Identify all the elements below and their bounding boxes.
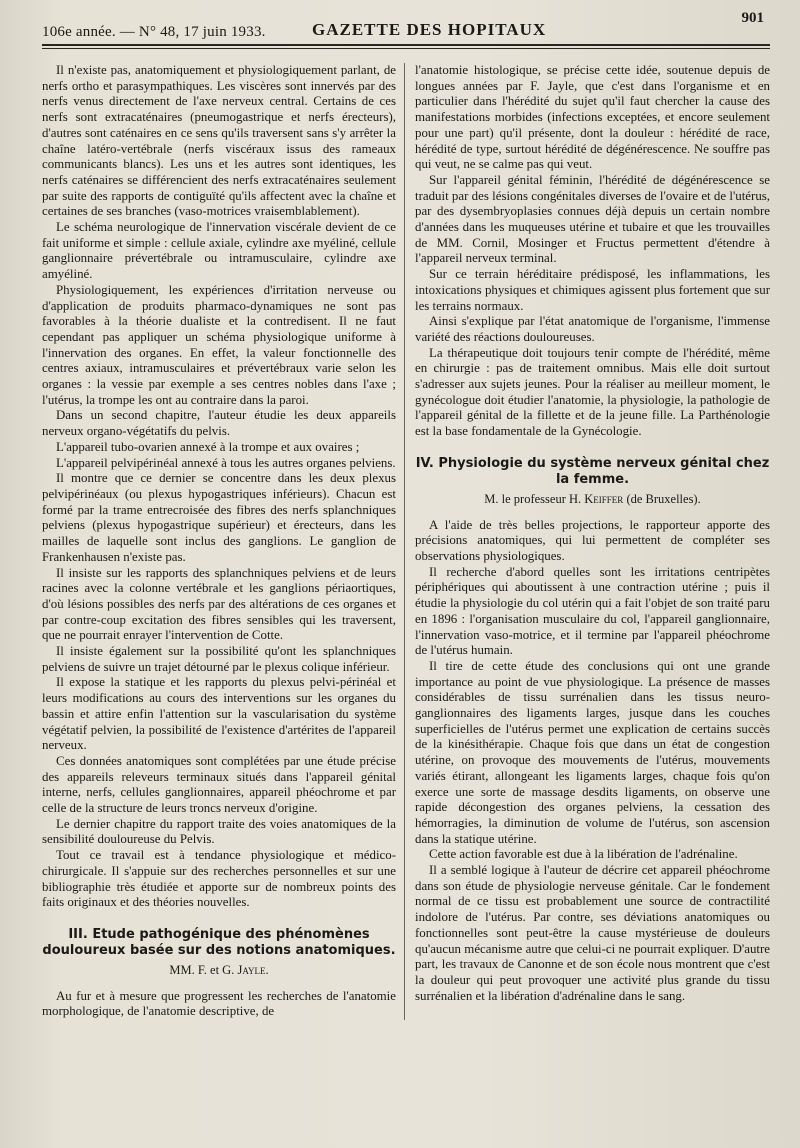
page-number: 901 [741,10,764,26]
journal-title: GAZETTE DES HOPITAUX [312,20,547,39]
page-header [42,6,770,40]
authors-suffix: (de Bruxelles). [623,491,701,506]
paragraph: Il insiste également sur la possibilité qu'ont les splanchniques pelviens de suivre un trajet détourné par le plexus colique inférieur. [42,644,396,674]
paragraph: Tout ce travail est à tendance physiologique et médico-chirurgicale. Il s'appuie sur des recherches personnelles et sur une bibliographie très étudiée et apporte sur de nombreux points des faits originaux et des théories nouvelles. [42,848,396,910]
paragraph: L'appareil pelvipérinéal annexé à tous les autres organes pelviens. [56,455,396,470]
paragraph: Il recherche d'abord quelles sont les irritations centripètes périphériques qui aboutissent à une contraction utérine ; puis il étudie la physiologie du col utérin qui a fait l'objet de son traité paru en 1896 : l'organisation musculaire du col, l'appareil ganglionnaire, l'innervation vaso-motrice, et il termine par l'appareil phéochrome de l'utérus humain. [415,564,770,658]
paragraph: Il insiste sur les rapports des splanchniques pelviens et de leurs racines avec la colonne vertébrale et les ganglions périaortiques, d'où lésions possibles des nerfs par des altérations de ces organes et par contre-coup excitation des fibres sensibles qui les traversent, que ne pourrait enrayer l'intervention de Cotte. [42,565,396,643]
author-name: Jayle. [237,962,269,977]
section-authors [42,963,396,979]
paragraph: Au fur et à mesure que progressent les recherches de l'anatomie morphologique, de l'anatomie descriptive, de [42,988,396,1019]
paragraph: Il montre que ce dernier se concentre dans les deux plexus pelvipérinéaux (ou plexus hypogastriques inférieurs). Chacun est formé par la trame entrecroisée des fibres des nerfs splanchniques pelviens (plexus hypogastrique supérieur) et érecteurs, dans les mailles de laquelle sont inclus des ganglions. Le ganglion de Frankenhausen n'existe pas. [42,471,396,564]
paragraph: Sur ce terrain héréditaire prédisposé, les inflammations, les intoxications physiques et chimiques agissent plus fortement que sur les terrains normaux. [415,267,770,313]
author-name: Keiffer [584,491,624,506]
article-columns [42,63,770,1020]
header-rule [42,44,770,46]
section-authors [415,492,770,508]
paragraph: A l'aide de très belles projections, le rapporteur apporte des précisions anatomiques, qui lui permettent de compléter ses observations physiologiques. [415,517,770,563]
paragraph: Sur l'appareil génital féminin, l'hérédité de dégénérescence se traduit par des lésions congénitales diverses de l'ovaire et de l'utérus, par des dysembryoplasies connues déjà depuis un certain nombre d'années dans les muqueuses utérine et tubaire et que les trouvailles de MM. Cornil, Mosinger et Fructus permettent d'étendre à l'appareil nerveux terminal. [415,172,770,266]
paragraph: Physiologiquement, les expériences d'irritation nerveuse ou d'application de produits pharmaco-dynamiques ne sont pas favorables à la théorie dualiste et la contredisent. Il ne faut cependant pas appliquer un schéma physiologique uniforme à l'innervation des organes. En effet, la valeur fonctionnelle des centres axiaux, intramusculaires et prévertébraux varie selon les organes : la vessie par exemple a ses centres nobles dans l'axe ; l'utérus, la trompe les ont au contraire dans la paroi. [42,282,396,407]
paragraph: l'anatomie histologique, se précise cette idée, soutenue depuis de longues années par F. Jayle, que c'est dans l'organisme et en particulier dans l'hérédité du sujet qu'il faut chercher la cause des manifestations morbides (infections exceptées, et encore seulement pour une part) qu'il présente, dont la douleur : hérédité de race, hérédité de type, surtout hérédité de dégénérescence. Ne souffre pas qui veut, ne se calme pas qui veut. [415,63,770,172]
paragraph: Il tire de cette étude des conclusions qui ont une grande importance au point de vue physiologique. La présence de masses considérables de tissu surrénalien dans les tissus neuro-ganglionnaires des ligaments larges, jusque dans les couches superficielles de l'utérus permet une explication de certains succès de la kinésithérapie. Chaque fois que dans un état de congestion utérine, on provoque des mouvements de l'utérus, mouvements variés étirant, allongeant les ligaments larges, chaque fois qu'on exerce une sorte de massage desdits ligaments, on observe une rapide décongestion des organes pelviens, la cessation des hémorragies, la diminution de volume de l'utérus, son ascension dans la statique utérine. [415,658,770,846]
authors-prefix: MM. F. et G. [169,962,238,977]
paragraph: Ainsi s'explique par l'état anatomique de l'organisme, l'immense variété des réactions douloureuses. [415,314,770,344]
left-column [42,63,404,1020]
issue-info: 106e année. — N° 48, 17 juin 1933. [42,24,266,40]
paragraph: Il n'existe pas, anatomiquement et physiologiquement parlant, de nerfs ortho et parasympathiques. Les viscères sont innervés par des nerfs venus directement de l'axe nerveux central. Certains de ces nerfs sont extracaténaires (pneumogastrique et nerfs érecteurs), d'autres sont caténaires en ce sens qu'ils traversent sans s'y arrêter la chaîne latéro-vertébrale (nerfs viscéraux issus des rameaux communicants blancs). Les uns et les autres sont identiques, les nerfs caténaires se différencient des nerfs extracaténaires seulement par suite des rapports de contiguïté qu'ils affectent avec la chaîne et certaines de ses branches (vaso-motrices vraisemblablement). [42,63,396,219]
paragraph: Le dernier chapitre du rapport traite des voies anatomiques de la sensibilité douloureuse du Pelvis. [42,816,396,847]
paragraph: Le schéma neurologique de l'innervation viscérale devient de ce fait uniforme et simple : cellule axiale, cylindre axe myéliné, cellule ganglionnaire prévertébrale ou intramusculaire, cylindre axe amyéliné. [42,220,396,282]
paragraph: Il expose la statique et les rapports du plexus pelvi-périnéal et leurs modifications au cours des interventions sur les organes du bassin et attire enfin l'attention sur la vascularisation du système végétatif pelvien, la possibilité de l'existence d'artérites de l'appareil nerveux. [42,675,396,753]
paragraph: La thérapeutique doit toujours tenir compte de l'hérédité, même en chirurgie : pas de traitement omnibus. Mais elle doit surtout s'adresser aux sujets jeunes. Pour la réaliser au meilleur moment, le gynécologue doit étudier l'anatomie, la physiologie, la pathologie de l'appareil génital de la fillette et de la jeune fille. La Parthénologie est la base fondamentale de la Gynécologie. [415,345,770,439]
section-title: III. Etude pathogénique des phénomènes douloureux basée sur des notions anatomiques. [42,926,396,958]
paragraph: Dans un second chapitre, l'auteur étudie les deux appareils nerveux organo-végétatifs du pelvis. [42,408,396,439]
paragraph: Il a semblé logique à l'auteur de décrire cet appareil phéochrome dans son étude de physiologie nerveuse génitale. Car le fondement normal de ce tissu est probablement une source de contractilité indolore de l'utérus. Par contre, ses déviations anatomiques ou fonctionnelles sont peut-être la cause mystérieuse de douleurs qu'aucun mécanisme autre que celui-ci ne pourrait expliquer. D'autre part, les travaux de Canonne et de son école nous montrent que c'est la douleur qui peut provoquer une activité plus grande du tissu surrénalien et la libération d'adrénaline dans le sang. [415,863,770,1003]
paragraph: L'appareil tubo-ovarien annexé à la trompe et aux ovaires ; [56,439,360,454]
right-column [404,63,770,1020]
paragraph: Cette action favorable est due à la libération de l'adrénaline. [429,847,738,862]
section-title: IV. Physiologie du système nerveux génital chez la femme. [415,455,770,487]
paragraph: Ces données anatomiques sont complétées par une étude précise des appareils releveurs terminaux situés dans l'appareil génital interne, nerfs, cellules ganglionnaires, appareil phéochrome et par celle de la structure de leurs troncs nerveux d'origine. [42,753,396,816]
authors-prefix: M. le professeur H. [484,491,585,506]
header-rule-thin [42,48,770,49]
